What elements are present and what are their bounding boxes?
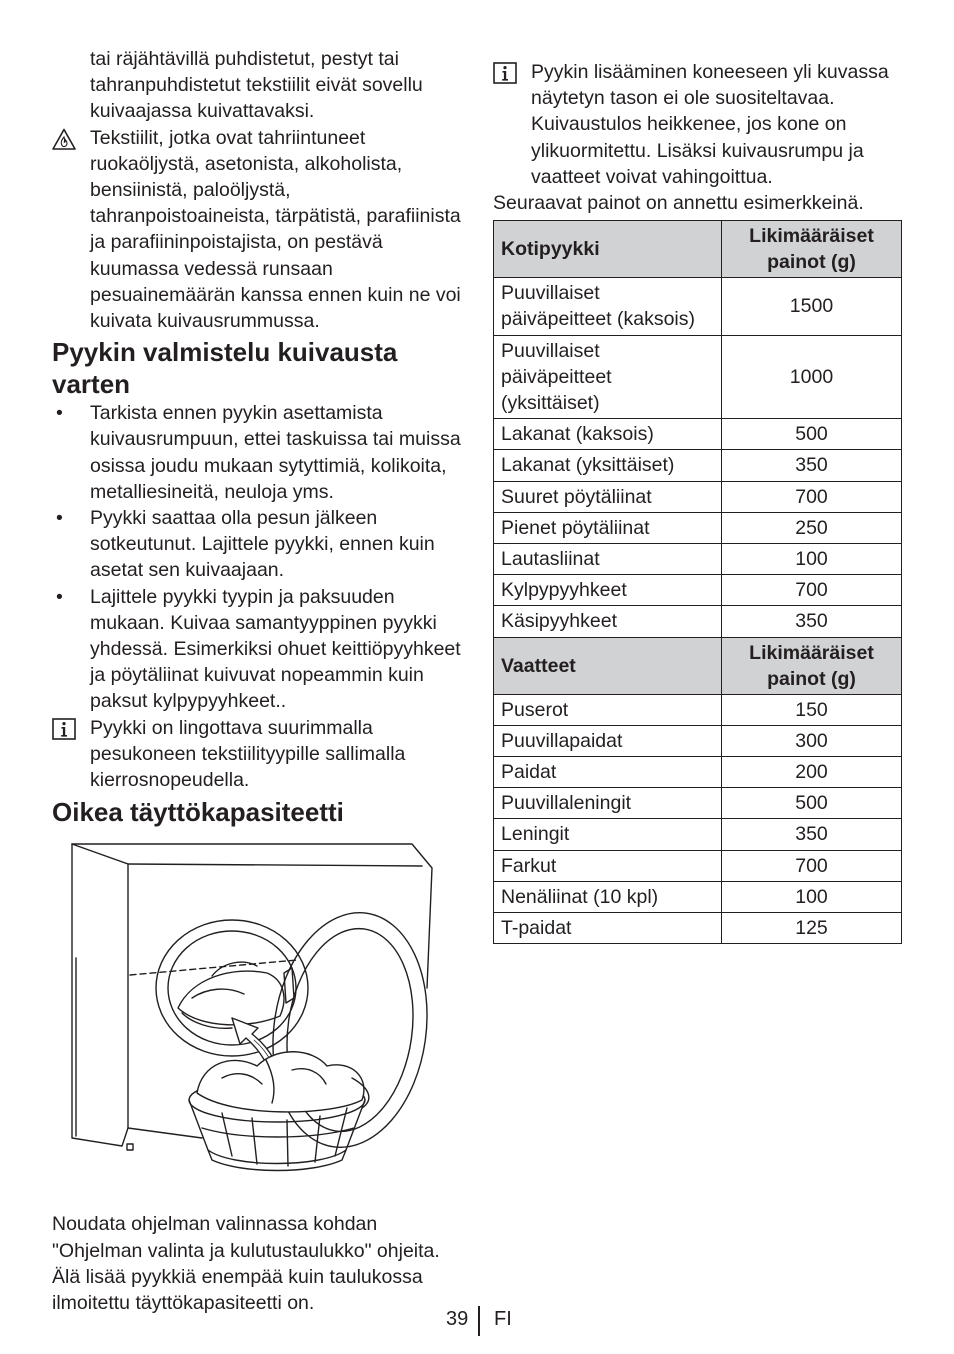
column-header-item: Vaatteet <box>494 637 722 694</box>
table-header-clothes <box>494 637 902 694</box>
weight-cell: 1000 <box>722 335 902 419</box>
table-row <box>494 512 902 543</box>
column-header-weight: Likimääräiset painot (g) <box>722 221 902 278</box>
table-row <box>494 575 902 606</box>
spin-info-note <box>52 715 467 794</box>
info-text: Pyykin lisääminen koneeseen yli kuvassa näytetyn tason ei ole suositeltavaa. Kuivaustulos heikkenee, jos kone on ylikuormitettu. Lisäksi kuivausrumpu ja vaatteet voivat vahingoittua. <box>531 61 889 188</box>
weight-cell: 100 <box>722 544 902 575</box>
weight-cell: 200 <box>722 757 902 788</box>
left-column <box>52 46 467 1316</box>
footer-divider <box>478 1306 480 1336</box>
dryer-loading-illustration <box>52 838 482 1178</box>
language-code: FI <box>494 1308 512 1330</box>
fire-warning-icon <box>52 128 76 150</box>
column-header-item: Kotipyykki <box>494 221 722 278</box>
table-row <box>494 850 902 881</box>
item-cell: Suuret pöytäliinat <box>494 481 722 512</box>
weight-cell: 300 <box>722 725 902 756</box>
item-cell: T-paidat <box>494 913 722 944</box>
table-row <box>494 606 902 637</box>
item-cell: Puuvillaiset päiväpeitteet (kaksois) <box>494 278 722 335</box>
heading-preparation: Pyykin valmistelu kuivausta varten <box>52 337 398 400</box>
page-number: 39 <box>446 1308 469 1330</box>
item-cell: Farkut <box>494 850 722 881</box>
weight-cell: 1500 <box>722 278 902 335</box>
table-row <box>494 788 902 819</box>
list-item: • Tarkista ennen pyykin asettamista kuivausrumpuun, ettei taskuissa tai muissa osissa joudu mukaan sytyttimiä, kolikoita, metalliesineitä, neuloja yms. <box>52 400 467 505</box>
table-row <box>494 278 902 335</box>
weight-cell: 350 <box>722 450 902 481</box>
item-cell: Paidat <box>494 757 722 788</box>
heading-capacity: Oikea täyttökapasiteetti <box>52 797 344 828</box>
item-cell: Kylpypyyhkeet <box>494 575 722 606</box>
example-note: Seuraavat painot on annettu esimerkkeinä. <box>493 192 864 215</box>
item-cell: Leningit <box>494 819 722 850</box>
item-cell: Puuvillaleningit <box>494 788 722 819</box>
warning-text: Tekstiilit, jotka ovat tahriintuneet ruokaöljystä, asetonista, alkoholista, bensiinistä, paloöljystä, tahranpoistoaineista, tärpätistä, parafiinista ja parafiininpoistajista, on pestävä kuumassa vedessä runsaan pesuainemäärän kanssa ennen kuin ne voi kuivata kuivausrummussa. <box>90 126 461 333</box>
item-cell: Pienet pöytäliinat <box>494 512 722 543</box>
item-cell: Nenäliinat (10 kpl) <box>494 881 722 912</box>
table-row <box>494 881 902 912</box>
weight-cell: 500 <box>722 788 902 819</box>
column-header-weight: Likimääräiset painot (g) <box>722 637 902 694</box>
weight-cell: 350 <box>722 819 902 850</box>
preparation-list <box>52 400 467 714</box>
table-row <box>494 450 902 481</box>
item-cell: Lautasliinat <box>494 544 722 575</box>
table-row <box>494 481 902 512</box>
weight-cell: 250 <box>722 512 902 543</box>
fire-warning-note <box>52 125 467 335</box>
table-row <box>494 544 902 575</box>
list-item: • Pyykki saattaa olla pesun jälkeen sotkeutunut. Lajittele pyykki, ennen kuin asetat sen kuivaajaan. <box>52 505 467 584</box>
item-cell: Käsipyyhkeet <box>494 606 722 637</box>
weight-cell: 500 <box>722 419 902 450</box>
table-header-household <box>494 221 902 278</box>
table-row <box>494 819 902 850</box>
info-text: Pyykki on lingottava suurimmalla pesukoneen tekstiilityypille sallimalla kierrosnopeudella. <box>90 716 406 792</box>
weight-cell: 700 <box>722 575 902 606</box>
info-icon <box>52 718 76 740</box>
table-row <box>494 725 902 756</box>
table-row <box>494 694 902 725</box>
right-column <box>493 59 903 944</box>
item-cell: Puuvillapaidat <box>494 725 722 756</box>
closing-paragraph: Noudata ohjelman valinnassa kohdan "Ohjelman valinta ja kulutustaulukko" ohjeita. Älä lisää pyykkiä enempää kuin taulukossa ilmoitettu täyttökapasiteetti on. <box>52 1213 440 1315</box>
item-cell: Lakanat (kaksois) <box>494 419 722 450</box>
weight-cell: 350 <box>722 606 902 637</box>
table-row <box>494 335 902 419</box>
weight-cell: 700 <box>722 481 902 512</box>
info-icon <box>493 62 517 84</box>
table-row <box>494 757 902 788</box>
intro-paragraph: tai räjähtävillä puhdistetut, pestyt tai tahranpuhdistetut tekstiilit eivät sovellu kuivaajassa kuivattavaksi. <box>90 48 423 123</box>
list-item: • Lajittele pyykki tyypin ja paksuuden mukaan. Kuivaa samantyyppinen pyykki yhdessä. Esimerkiksi ohuet keittiöpyyhkeet ja pöytäliinat kuivuvat nopeammin kuin paksut kylpypyyhkeet.. <box>52 584 467 715</box>
weights-table <box>493 220 902 944</box>
item-cell: Lakanat (yksittäiset) <box>494 450 722 481</box>
table-row <box>494 913 902 944</box>
table-row <box>494 419 902 450</box>
weight-cell: 100 <box>722 881 902 912</box>
item-cell: Puserot <box>494 694 722 725</box>
weight-cell: 150 <box>722 694 902 725</box>
item-cell: Puuvillaiset päiväpeitteet (yksittäiset) <box>494 335 722 419</box>
weight-cell: 700 <box>722 850 902 881</box>
overload-info-note <box>493 59 903 190</box>
weight-cell: 125 <box>722 913 902 944</box>
